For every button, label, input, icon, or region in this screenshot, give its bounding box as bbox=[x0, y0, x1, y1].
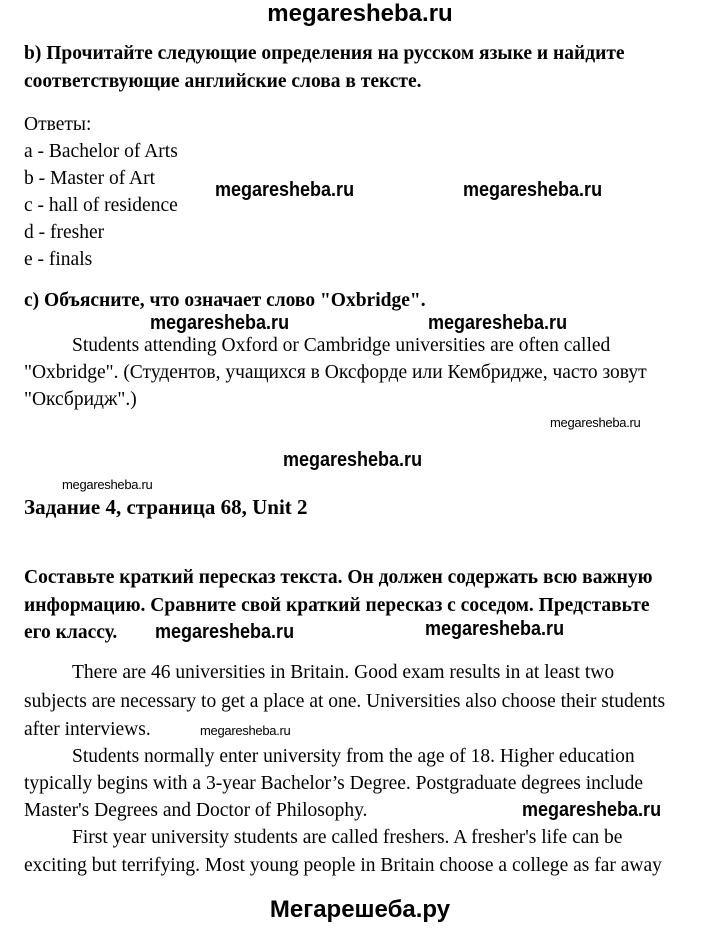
answer-b: b - Master of Art bbox=[24, 168, 156, 189]
task-instruction-1: Составьте краткий пересказ текста. Он должен содержать всю важную bbox=[24, 567, 653, 588]
answer-e: e - finals bbox=[24, 249, 93, 270]
task-title: Задание 4, страница 68, Unit 2 bbox=[24, 495, 308, 519]
watermark: megaresheba.ru bbox=[522, 799, 662, 821]
answer-a: a - Bachelor of Arts bbox=[24, 141, 178, 162]
watermark: megaresheba.ru bbox=[283, 449, 423, 471]
watermark-small: megaresheba.ru bbox=[200, 723, 291, 738]
watermark: megaresheba.ru bbox=[215, 179, 355, 201]
watermark: megaresheba.ru bbox=[425, 618, 565, 640]
text-line: after interviews. bbox=[24, 719, 151, 740]
text-line: typically begins with a 3-year Bachelor’s Degree. Postgraduate degrees include bbox=[24, 773, 644, 794]
text-line: Master's Degrees and Doctor of Philosophy. bbox=[24, 800, 368, 821]
watermark: megaresheba.ru bbox=[150, 312, 290, 334]
text-line: Students normally enter university from the age of 18. Higher education bbox=[72, 746, 635, 767]
watermark-small: megaresheba.ru bbox=[550, 415, 641, 430]
text-line: There are 46 universities in Britain. Good exam results in at least two bbox=[72, 662, 615, 683]
section-b-heading-1: b) Прочитайте следующие определения на русском языке и найдите bbox=[24, 43, 625, 64]
text-line: subjects are necessary to get a place at one. Universities also choose their students bbox=[24, 691, 666, 712]
site-footer[interactable]: Мегарешеба.ру bbox=[269, 896, 451, 923]
task-instruction-3: его классу. bbox=[24, 622, 118, 643]
answer-d: d - fresher bbox=[24, 222, 105, 243]
text-line: exciting but terrifying. Most young people in Britain choose a college as far away bbox=[24, 855, 662, 876]
answer-c: c - hall of residence bbox=[24, 195, 178, 216]
watermark: megaresheba.ru bbox=[463, 179, 603, 201]
section-b-heading-2: соответствующие английские слова в тексте. bbox=[24, 71, 422, 92]
section-c-heading: c) Объясните, что означает слово "Oxbridge". bbox=[24, 290, 426, 311]
section-c-line-3: "Оксбридж".) bbox=[24, 389, 137, 410]
text-line: First year university students are called freshers. A fresher's life can be bbox=[72, 827, 623, 848]
task-instruction-2: информацию. Сравните свой краткий пересказ с соседом. Представьте bbox=[24, 595, 650, 616]
watermark-small: megaresheba.ru bbox=[62, 477, 153, 492]
watermark: megaresheba.ru bbox=[428, 312, 568, 334]
site-header[interactable]: megaresheba.ru bbox=[267, 0, 453, 27]
section-c-line-1: Students attending Oxford or Cambridge universities are often called bbox=[72, 335, 611, 356]
answers-label: Ответы: bbox=[24, 114, 92, 135]
watermark: megaresheba.ru bbox=[155, 621, 295, 643]
section-c-line-2: "Oxbridge". (Студентов, учащихся в Оксфорде или Кембридже, часто зовут bbox=[24, 362, 647, 383]
